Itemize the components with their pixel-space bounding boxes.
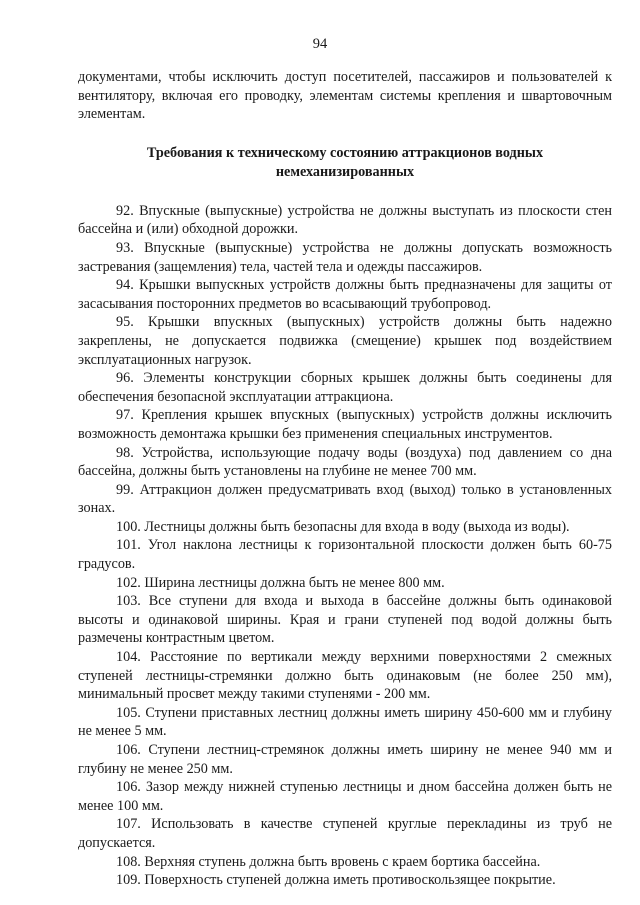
paragraph-item: 109. Поверхность ступеней должна иметь противоскользящее покрытие.	[116, 872, 556, 889]
section-heading: Требования к техническому состоянию аттракционов водных немеханизированных	[146, 144, 544, 180]
paragraph-item: 93. Впускные (выпускные) устройства не должны допускать возможность застревания (защемления) тела, частей тела и одежды пассажиров.	[78, 239, 612, 275]
paragraph-item: 100. Лестницы должны быть безопасны для входа в воду (выхода из воды).	[116, 518, 570, 535]
paragraph-item: 97. Крепления крышек впускных (выпускных) устройств должны исключить возможность демонтажа крышки без применения специальных инструментов.	[78, 407, 612, 442]
paragraph-item: 92. Впускные (выпускные) устройства не должны выступать из плоскости стен бассейна и (или) обходной дорожки.	[78, 202, 612, 238]
paragraph-item: 102. Ширина лестницы должна быть не менее 800 мм.	[116, 574, 445, 591]
paragraph-item: 106. Зазор между нижней ступенью лестницы и дном бассейна должен быть не менее 100 мм.	[78, 779, 612, 814]
paragraph-item: 105. Ступени приставных лестниц должны иметь ширину 450-600 мм и глубину не менее 5 мм.	[78, 704, 612, 740]
document-body	[78, 68, 612, 890]
paragraph-item: 95. Крышки впускных (выпускных) устройств должны быть надежно закреплены, не допускается подвижка (смещение) крышек под воздействием эксплуатационных нагрузок.	[78, 314, 612, 368]
paragraph-item: 98. Устройства, использующие подачу воды (воздуха) под давлением со дна бассейна, должны быть установлены на глубине не менее 700 мм.	[78, 444, 612, 480]
paragraph-item: 103. Все ступени для входа и выхода в бассейне должны быть одинаковой высоты и одинаковой ширины. Края и грани ступеней под водой должны быть размечены контрастным цветом.	[78, 593, 612, 647]
paragraph-item: 107. Использовать в качестве ступеней круглые перекладины из труб не допускается.	[78, 816, 612, 851]
paragraph-item: 94. Крышки выпускных устройств должны быть предназначены для защиты от засасывания посторонних предметов во всасывающий трубопровод.	[78, 277, 612, 312]
paragraph-item: 101. Угол наклона лестницы к горизонтальной плоскости должен быть 60-75 градусов.	[78, 537, 612, 573]
paragraph-item: 104. Расстояние по вертикали между верхними поверхностями 2 смежных ступеней лестницы-стремянки должно быть одинаковым (не более 250 мм), минимальный просвет между такими ступенями - 200 мм.	[78, 649, 612, 703]
paragraph-item: 99. Аттракцион должен предусматривать вход (выход) только в установленных зонах.	[78, 481, 612, 517]
paragraph-item: 108. Верхняя ступень должна быть вровень с краем бортика бассейна.	[116, 853, 541, 870]
intro-paragraph: документами, чтобы исключить доступ посетителей, пассажиров и пользователей к вентилятору, включая его проводку, элементам системы крепления и швартовочным элементам.	[78, 69, 612, 123]
paragraph-item: 96. Элементы конструкции сборных крышек должны быть соединены для обеспечения безопасной эксплуатации аттракциона.	[78, 370, 612, 405]
page-number: 94	[312, 36, 328, 52]
paragraph-item: 106. Ступени лестниц-стремянок должны иметь ширину не менее 940 мм и глубину не менее 250 мм.	[78, 742, 612, 777]
